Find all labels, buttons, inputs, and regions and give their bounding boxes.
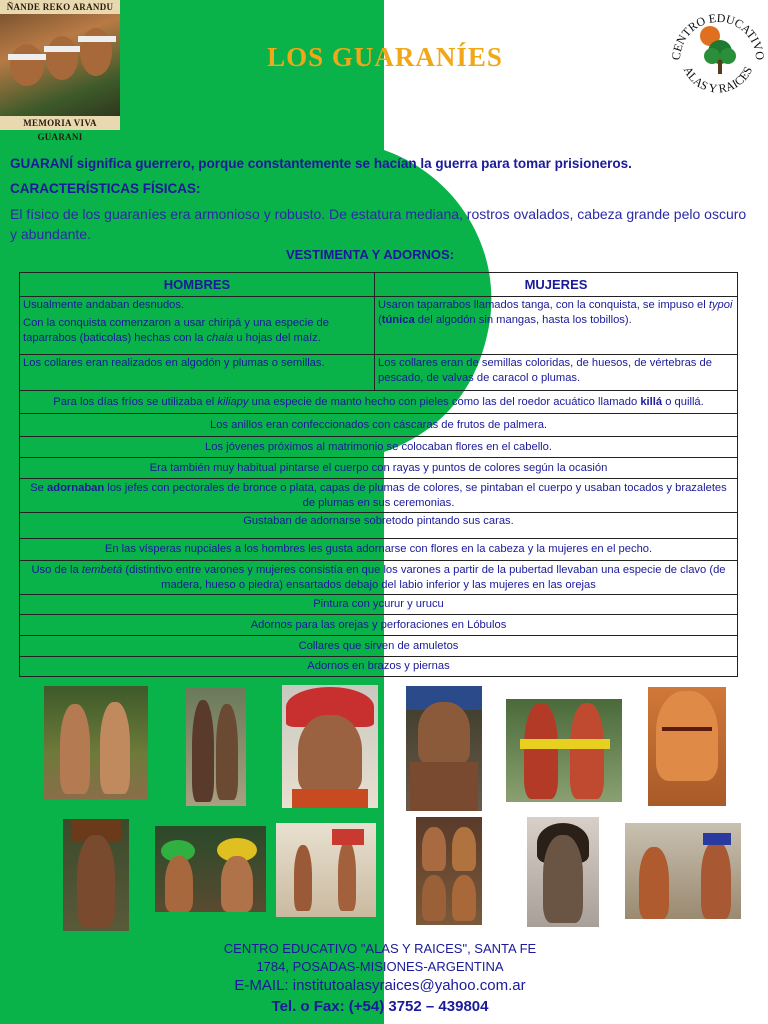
page-title: LOS GUARANÍES	[267, 42, 503, 72]
photo-man-headdress	[406, 686, 482, 811]
footer-address-line-1: CENTRO EDUCATIVO "ALAS Y RAICES", SANTA FE	[223, 941, 537, 956]
footer-address-line-2: 1784, POSADAS-MISIONES-ARGENTINA	[256, 959, 504, 974]
school-logo	[668, 0, 768, 112]
table-row	[20, 615, 738, 636]
clothing-table	[19, 272, 738, 677]
table-row	[20, 513, 738, 539]
table-row	[20, 355, 738, 391]
footer	[180, 940, 580, 1018]
header-photo	[0, 0, 120, 142]
table-row	[20, 414, 738, 437]
svg-text:CENTRO EDUCATIVO: CENTRO EDUCATIVO	[668, 10, 768, 61]
table-row	[20, 458, 738, 479]
chiefs-adornment-cell: Se adornaban los jefes con pectorales de bronce o plata, capas de plumas de colores, se pintaban el cuerpo y usaban tocados y brazaletes de plumas en sus ceremonias.	[20, 479, 738, 513]
table-row	[20, 479, 738, 513]
photo-two-women	[44, 686, 148, 799]
intro-text: GUARANÍ significa guerrero, porque constantemente se hacían la guerra para tomar prisioneros.	[10, 156, 632, 171]
women-clothing-cell: Usaron taparrabos llamados tanga, con la conquista, se impuso el typoi (túnica del algodón sin mangas, hasta los tobillos).	[375, 297, 738, 355]
table-header-row	[20, 273, 738, 297]
header-photo-caption-top: ÑANDE REKO ARANDU	[0, 0, 120, 14]
physical-text: El físico de los guaraníes era armonioso y robusto. De estatura mediana, rostros ovalados, cabeza grande pelo oscuro y abundante.	[10, 206, 747, 242]
physical-heading: CARACTERÍSTICAS FÍSICAS:	[10, 181, 201, 196]
face-paint-cell: Gustaban de adornarse sobretodo pintando sus caras.	[20, 513, 738, 539]
rings-cell: Los anillos eran confeccionados con cáscaras de frutos de palmera.	[20, 414, 738, 437]
svg-text:ALAS Y RAICES: ALAS Y RAICES	[680, 64, 756, 96]
tembeta-cell: Uso de la tembetá (distintivo entre varones y mujeres consistía en que los varones a partir de la pubertad llevaban una especie de clavo (de madera, hueso o piedra) ensartados debajo del labio inferior y las mujeres en las orejas	[20, 561, 738, 595]
table-row	[20, 437, 738, 458]
photo-painted-children	[506, 699, 622, 802]
footer-phone: Tel. o Fax: (+54) 3752 – 439804	[271, 998, 489, 1015]
photo-group-feathers	[155, 826, 266, 912]
men-clothing-text-1: Usualmente andaban desnudos.	[23, 299, 185, 311]
column-women: MUJERES	[375, 273, 738, 297]
photo-seated-group	[416, 817, 482, 925]
table-row	[20, 391, 738, 414]
table-row	[20, 539, 738, 561]
youth-flowers-cell: Los jóvenes próximos al matrimonio se colocaban flores en el cabello.	[20, 437, 738, 458]
table-row	[20, 595, 738, 615]
women-necklace-cell: Los collares eran de semillas coloridas, de huesos, de vértebras de pescado, de valvas de caracol o plumas.	[375, 355, 738, 391]
photo-painted-face	[648, 687, 726, 806]
photo-elder-headdress	[282, 685, 378, 808]
footer-email: E-MAIL: institutoalasyraices@yahoo.com.ar	[234, 977, 526, 994]
table-row	[20, 561, 738, 595]
nuptial-cell: En las vísperas nupciales a los hombres les gusta adornarse con flores en la cabeza y la mujeres en el pecho.	[20, 539, 738, 561]
ear-adornment-cell: Adornos para las orejas y perforaciones en Lóbulos	[20, 615, 738, 636]
table-row	[20, 657, 738, 677]
table-row	[20, 297, 738, 355]
photo-dancers	[276, 823, 376, 917]
table-row	[20, 636, 738, 657]
arm-leg-cell: Adornos en brazos y piernas	[20, 657, 738, 677]
paint-cell: Pintura con ycurur y urucu	[20, 595, 738, 615]
men-necklace-cell: Los collares eran realizados en algodón y plumas o semillas.	[20, 355, 375, 391]
photo-woman-portrait	[527, 817, 599, 927]
body-paint-cell: Era también muy habitual pintarse el cuerpo con rayas y puntos de colores según la ocasión	[20, 458, 738, 479]
amulet-cell: Collares que sirven de amuletos	[20, 636, 738, 657]
photo-chief-feathers	[63, 819, 129, 931]
men-clothing-text-2: Con la conquista comenzaron a usar chiripá y una especie de taparrabos (baticolas) hechas con la chaia u hojas del maíz.	[23, 317, 329, 344]
men-clothing-cell	[20, 297, 375, 355]
photo-warriors-bows	[625, 823, 741, 919]
clothing-heading: VESTIMENTA Y ADORNOS:	[285, 247, 455, 262]
column-men: HOMBRES	[20, 273, 375, 297]
kiliapy-cell: Para los días fríos se utilizaba el kiliapy una especie de manto hecho con pieles como las del roedor acuático llamado killá o quillá.	[20, 391, 738, 414]
photo-women-group	[186, 688, 246, 806]
header-photo-caption-bottom: MEMORIA VIVA GUARANI	[0, 116, 120, 130]
